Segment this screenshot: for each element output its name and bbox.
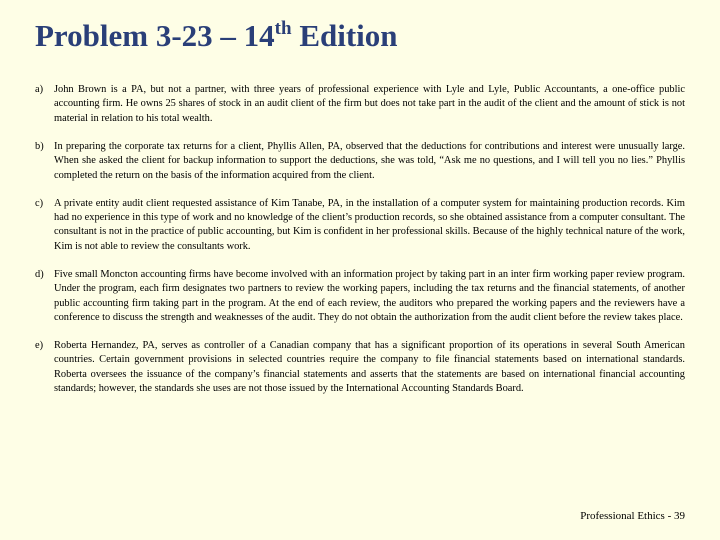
problem-list: [35, 83, 685, 410]
item-text: In preparing the corporate tax returns for a client, Phyllis Allen, PA, observed that the deductions for contributions and interest were unusually large. When she asked the client for backup information to support the deductions, she was told, “Ask me no questions, and I will tell you no lies.” Phyllis completed the return on the basis of the information acquired from the client.: [54, 140, 685, 181]
problem-item-b: [35, 140, 685, 183]
problem-item-c: [35, 197, 685, 255]
page-title-superscript: th: [274, 18, 292, 39]
item-letter: d): [35, 268, 44, 280]
page-title-main: Problem 3-23 – 14: [35, 18, 275, 53]
item-text: A private entity audit client requested assistance of Kim Tanabe, PA, in the installation of a computer system for maintaining production records. Kim had no experience in this type of work and no knowledge of the client’s production records, so she obtained assistance from a computer consultant. The consultant is not in the practice of public accounting, but Kim is confident in her professional skills. Because of the highly technical nature of the work, Kim is not able to review the consultants work.: [54, 197, 685, 252]
item-text: Five small Moncton accounting firms have become involved with an information project by taking part in an inter firm working paper review program. Under the program, each firm designates two partners to review the working papers, including the tax returns and the financial statements, of another public accounting firm taking part in the program. At the end of each review, the auditors who prepared the working papers and the reviewers have a conference to discuss the strength and weaknesses of the audit. They do not obtain the authorization from the audit client before the review takes place.: [54, 268, 685, 324]
problem-item-d: [35, 268, 685, 326]
item-letter: b): [35, 140, 44, 152]
item-text: Roberta Hernandez, PA, serves as controller of a Canadian company that has a significant proportion of its operations in several South American countries. Certain government provisions in selected countries require the company to file financial statements based on international standards. Roberta oversees the issuance of the company’s financial statements and asserts that the statements are based on international financial accounting standards; however, the standards she uses are not those issued by the International Accounting Standards Board.: [54, 340, 685, 395]
item-letter: e): [35, 340, 44, 352]
item-letter: a): [35, 84, 44, 95]
page-title: [35, 14, 398, 58]
item-text: John Brown is a PA, but not a partner, with three years of professional experience with Lyle and Lyle, Public Accountants, a one-office public accounting firm. He owns 25 shares of stock in an audit client of the firm but does not take part in the audit of the client and the amount of stick is not material in relation to his total wealth.: [54, 84, 685, 124]
slide-footer: Professional Ethics - 39: [580, 510, 685, 522]
item-letter: c): [35, 197, 44, 209]
page-title-suffix: Edition: [291, 18, 398, 53]
problem-item-a: [35, 83, 685, 126]
problem-item-e: [35, 339, 685, 397]
